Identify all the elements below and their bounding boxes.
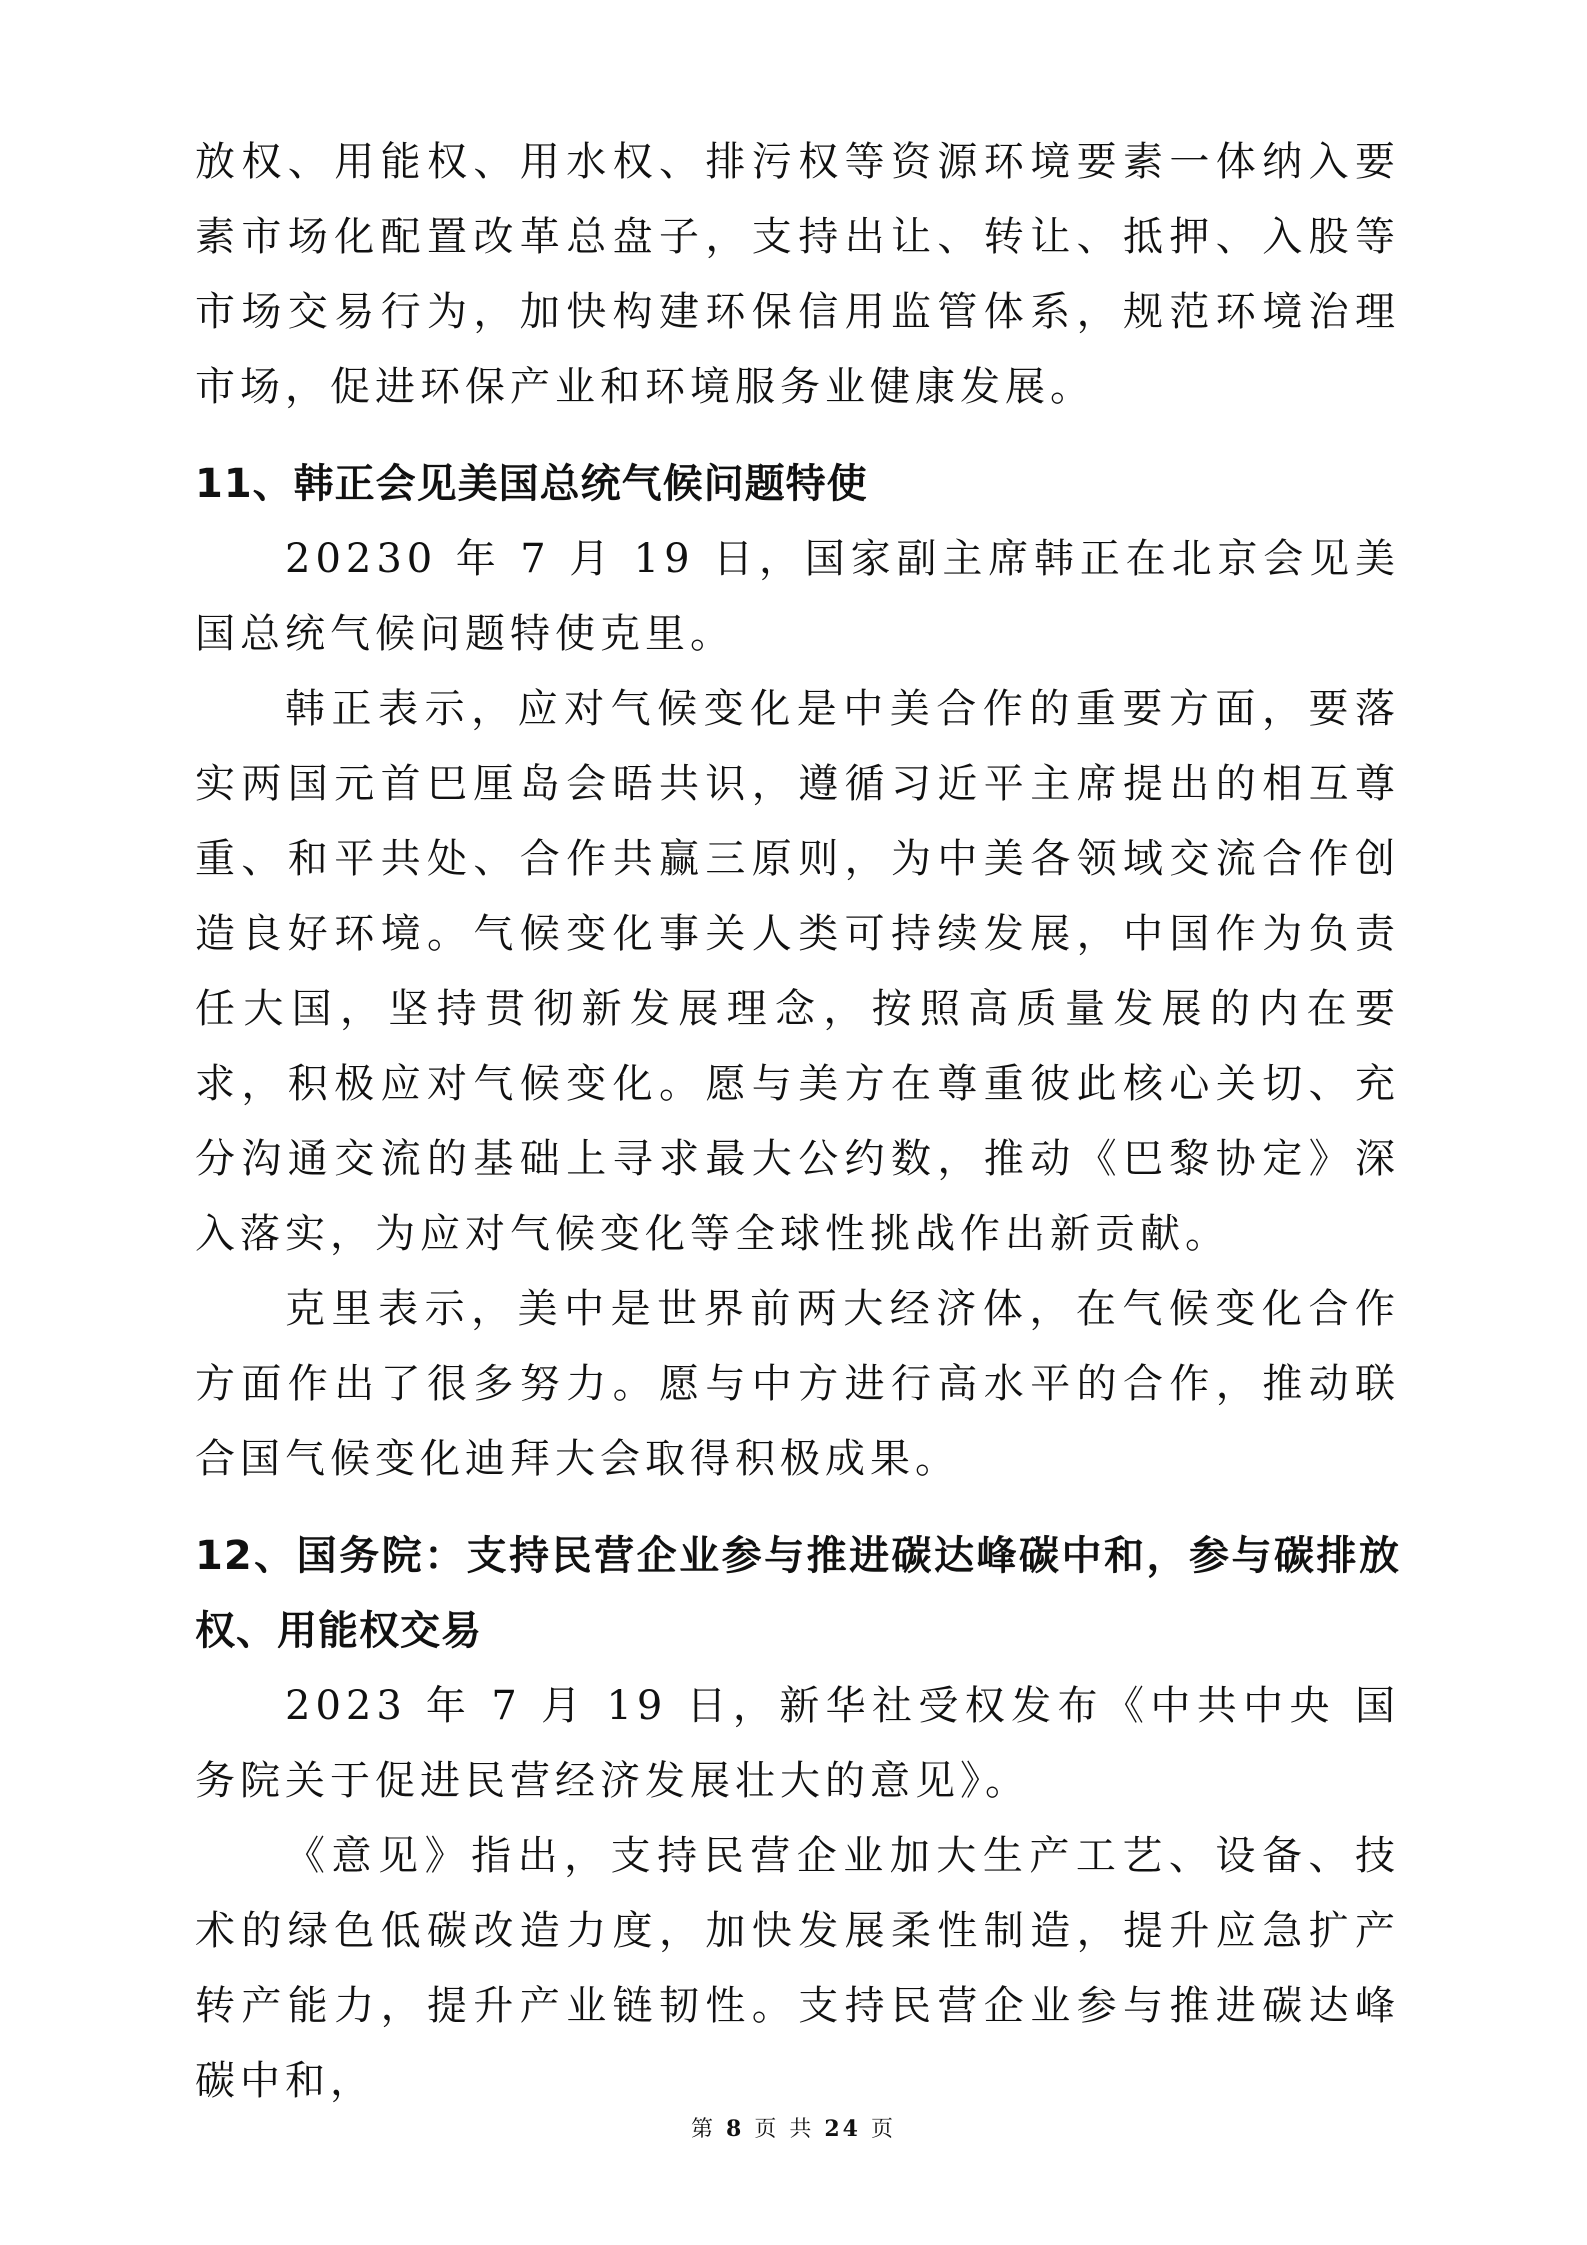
footer-total-pages: 24	[824, 2116, 861, 2142]
paragraph-continued: 放权、用能权、用水权、排污权等资源环境要素一体纳入要素市场化配置改革总盘子，支持出让、转让、抵押、入股等市场交易行为，加快构建环保信用监管体系，规范环境治理市场，促进环保产业和环境服务业健康发展。	[195, 139, 1400, 410]
section-heading-12: 12、国务院：支持民营企业参与推进碳达峰碳中和，参与碳排放权、用能权交易	[195, 1533, 1400, 1654]
footer-suffix: 页	[870, 2117, 896, 2142]
paragraph-opinion-content: 《意见》指出，支持民营企业加大生产工艺、设备、技术的绿色低碳改造力度，加快发展柔性制造，提升应急扩产转产能力，提升产业链韧性。支持民营企业参与推进碳达峰碳中和，	[195, 1833, 1400, 2104]
page-footer	[0, 2112, 1587, 2143]
footer-current-page: 8	[726, 2116, 745, 2142]
paragraph-opinion-release: 2023 年 7 月 19 日，新华社受权发布《中共中央 国务院关于促进民营经济发展壮大的意见》。	[195, 1683, 1400, 1804]
footer-middle: 页 共	[754, 2117, 815, 2142]
page-content	[195, 125, 1400, 2119]
section-heading-11: 11、韩正会见美国总统气候问题特使	[195, 461, 868, 507]
paragraph-meeting-date: 20230 年 7 月 19 日，国家副主席韩正在北京会见美国总统气候问题特使克里。	[195, 536, 1400, 657]
paragraph-kerry-remarks: 克里表示，美中是世界前两大经济体，在气候变化合作方面作出了很多努力。愿与中方进行高水平的合作，推动联合国气候变化迪拜大会取得积极成果。	[195, 1286, 1400, 1482]
footer-prefix: 第	[691, 2117, 717, 2142]
paragraph-han-zheng-remarks: 韩正表示，应对气候变化是中美合作的重要方面，要落实两国元首巴厘岛会晤共识，遵循习近平主席提出的相互尊重、和平共处、合作共赢三原则，为中美各领域交流合作创造良好环境。气候变化事关人类可持续发展，中国作为负责任大国，坚持贯彻新发展理念，按照高质量发展的内在要求，积极应对气候变化。愿与美方在尊重彼此核心关切、充分沟通交流的基础上寻求最大公约数，推动《巴黎协定》深入落实，为应对气候变化等全球性挑战作出新贡献。	[195, 686, 1400, 1257]
